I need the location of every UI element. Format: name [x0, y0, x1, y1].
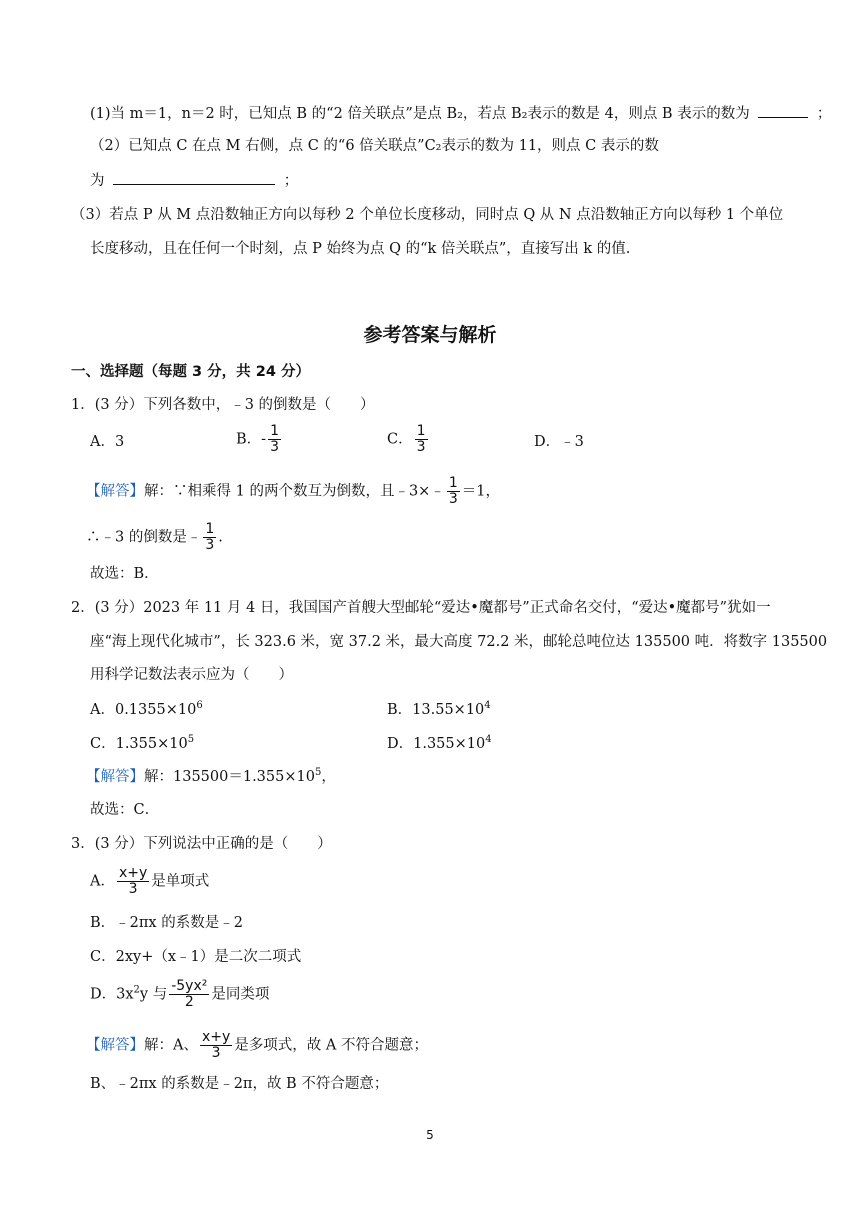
q3-answer-line-1 [86, 1030, 428, 1061]
numerator: 1 [448, 475, 458, 491]
q2-option-a [90, 700, 203, 720]
q3-option-b: B．﹣2πx 的系数是﹣2 [90, 915, 243, 931]
denominator: 3 [128, 881, 138, 897]
answer-blank [113, 170, 275, 185]
q2-option-b [387, 700, 491, 720]
q1-answer-line-1 [86, 476, 500, 507]
fraction [169, 979, 209, 1010]
q1-stem: 1．(3 分）下列各数中，﹣3 的倒数是（ ） [71, 397, 375, 413]
option-text: 是同类项 [211, 986, 270, 1003]
denominator: 3 [416, 439, 426, 455]
part-2-end: ； [283, 173, 299, 189]
section-title: 参考答案与解析 [363, 324, 497, 346]
exponent: 5 [187, 734, 195, 746]
fraction [200, 1030, 232, 1061]
numerator: 1 [270, 423, 279, 439]
q3-option-d [90, 979, 269, 1010]
option-text: D．3x [90, 986, 134, 1003]
q1-choice: 故选：B． [90, 566, 159, 582]
section-heading: 一、选择题（每题 3 分，共 24 分） [71, 364, 310, 380]
option-label: A． [90, 873, 115, 890]
q3-answer-line-2: B、﹣2πx 的系数是﹣2π，故 B 不符合题意； [90, 1076, 389, 1092]
answer-text: 解：135500＝1.355×10 [144, 769, 315, 785]
answer-text: ， [321, 769, 336, 785]
option-label: C． [387, 431, 413, 448]
fraction [415, 424, 428, 455]
q3-option-c: C．2xy+（x﹣1）是二次二项式 [90, 949, 302, 965]
q2-answer [86, 767, 336, 787]
q2-choice: 故选：C． [90, 802, 160, 818]
part-2-text: 为 [90, 173, 105, 189]
question-part-3-line-2: 长度移动，且在任何一个时刻，点 P 始终为点 Q 的“k 倍关联点”，直接写出 k 的值. [90, 241, 631, 257]
q1-option-b [236, 424, 283, 455]
option-text: D．1.355×10 [387, 736, 486, 752]
option-text: B．13.55×10 [387, 702, 485, 718]
numerator: 1 [416, 423, 426, 439]
question-part-1 [90, 103, 831, 124]
fraction [447, 476, 460, 507]
q2-stem-line-3: 用科学记数法表示应为（ ） [90, 667, 293, 683]
option-text: 是单项式 [151, 873, 210, 890]
answer-text: ∴﹣3 的倒数是﹣ [86, 529, 202, 546]
q1-option-d: D．﹣3 [534, 434, 584, 450]
option-label: B． [236, 431, 262, 448]
fraction [117, 866, 149, 897]
answer-tag: 【解答】 [86, 769, 144, 785]
q1-option-c [387, 424, 430, 455]
minus-sign: - [261, 431, 267, 448]
denominator: 2 [184, 994, 194, 1010]
answer-blank [758, 103, 808, 118]
denominator: 3 [205, 537, 215, 553]
numerator: -5yx² [171, 978, 208, 994]
option-text: C．1.355×10 [90, 736, 188, 752]
page-number: 5 [426, 1128, 434, 1142]
numerator: x+y [201, 1029, 231, 1045]
denominator: 3 [211, 1045, 221, 1061]
answer-tag: 【解答】 [86, 1037, 144, 1054]
q3-option-a [90, 866, 209, 897]
answer-text: 解：A、 [144, 1037, 198, 1054]
q2-option-c [90, 734, 194, 754]
answer-text: . [218, 529, 223, 546]
fraction [203, 522, 216, 553]
q2-option-d [387, 734, 492, 754]
part-1-text: (1)当 m＝1，n＝2 时，已知点 B 的“2 倍关联点”是点 B₂，若点 B₂表示的数是 4，则点 B 表示的数为 [90, 106, 750, 122]
answer-text: 解：∵相乘得 1 的两个数互为倒数，且﹣3×﹣ [144, 483, 445, 500]
answer-tag: 【解答】 [86, 483, 144, 500]
q3-stem: 3．(3 分）下列说法中正确的是（ ） [71, 836, 332, 852]
answer-text: ＝1， [461, 483, 500, 500]
answer-text: 是多项式，故 A 不符合题意； [234, 1037, 428, 1054]
exponent: 4 [484, 700, 491, 712]
fraction [268, 424, 281, 455]
numerator: x+y [118, 865, 148, 881]
option-text: y 与 [139, 986, 168, 1003]
q1-answer-line-2 [86, 522, 223, 553]
q2-stem-line-2: 座“海上现代化城市”，长 323.6 米，宽 37.2 米，最大高度 72.2 米，邮轮总吨位达 135500 吨．将数字 135500 [90, 634, 828, 650]
q2-stem-line-1: 2．(3 分）2023 年 11 月 4 日，我国国产首艘大型邮轮“爱达•魔都号”正式命名交付，“爱达•魔都号”犹如一 [71, 600, 771, 616]
exponent: 2 [133, 984, 140, 996]
part-1-end: ； [816, 106, 832, 122]
exponent: 5 [314, 767, 322, 779]
denominator: 3 [270, 439, 279, 455]
question-part-2-line-1: （2）已知点 C 在点 M 右侧，点 C 的“6 倍关联点”C₂表示的数为 11，则点 C 表示的数 [90, 138, 659, 154]
exponent: 6 [196, 700, 203, 712]
question-part-3-line-1: （3）若点 P 从 M 点沿数轴正方向以每秒 2 个单位长度移动，同时点 Q 从 N 点沿数轴正方向以每秒 1 个单位 [71, 207, 784, 223]
denominator: 3 [448, 491, 458, 507]
question-part-2-line-2 [90, 170, 298, 191]
numerator: 1 [205, 521, 215, 537]
option-text: A．0.1355×10 [90, 702, 197, 718]
exponent: 4 [485, 734, 492, 746]
q1-option-a: A．3 [90, 434, 125, 450]
